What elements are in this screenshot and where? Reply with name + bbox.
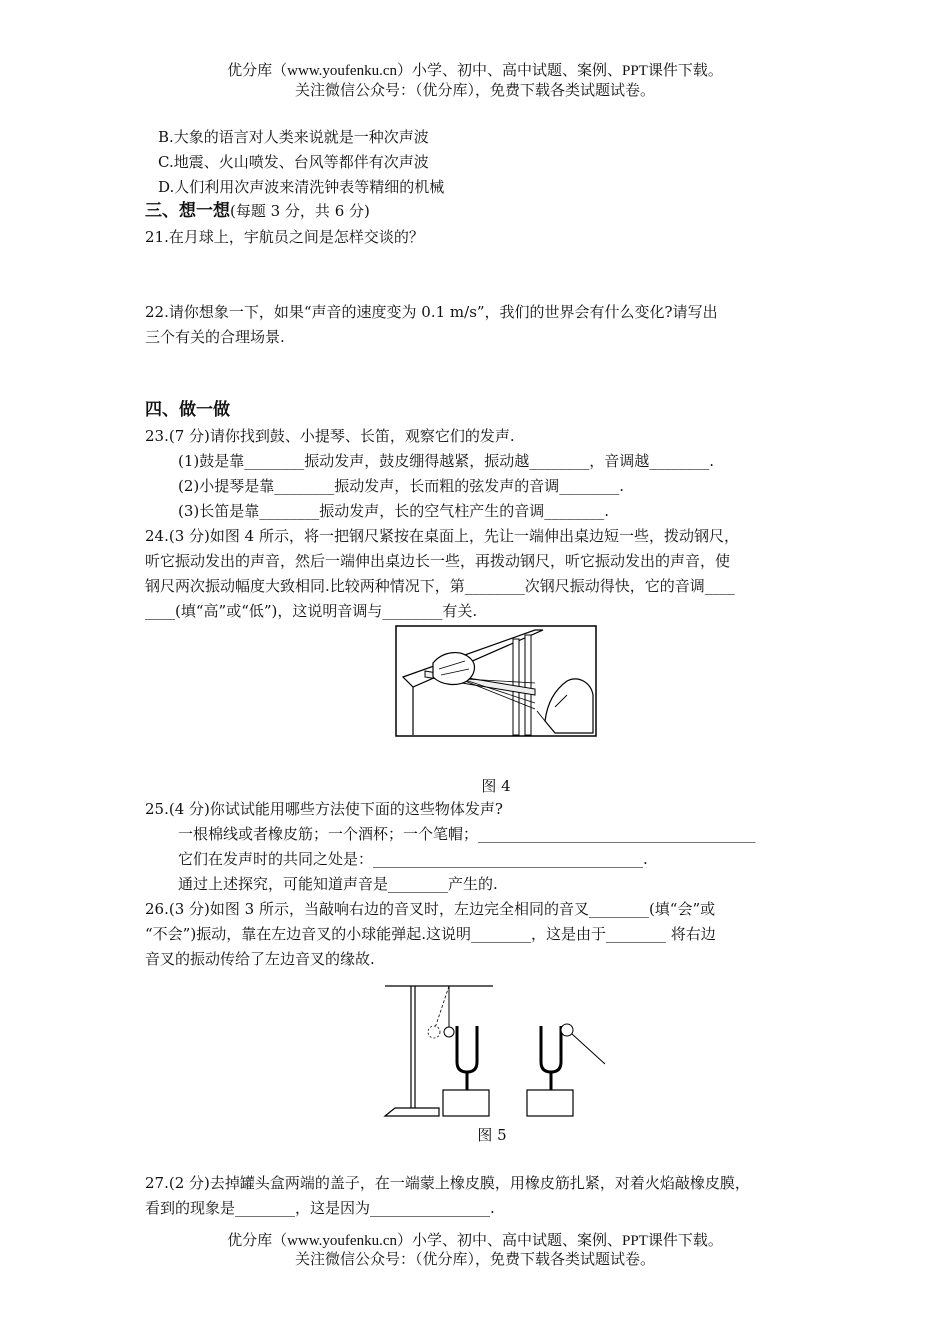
figure-4-caption: 图 4 bbox=[481, 777, 511, 795]
footer-line-1: 优分库（www.youfenku.cn）小学、初中、高中试题、案例、PPT课件下载。 bbox=[227, 1233, 723, 1249]
question-26-line-2: “不会”)振动，靠在左边音叉的小球能弹起.这说明________，这是由于________ 将右边 bbox=[145, 925, 716, 943]
question-22-line-1: 22.请你想象一下，如果“声音的速度变为 0.1 m/s”，我们的世界会有什么变化?请写出 bbox=[145, 303, 718, 321]
figure-5-caption: 图 5 bbox=[477, 1126, 507, 1144]
question-24-line-2: 听它振动发出的声音，然后一端伸出桌边长一些，再拨动钢尺，听它振动发出的声音，使 bbox=[145, 552, 731, 570]
question-23-part-3: (3)长笛是靠________振动发声，长的空气柱产生的音调________. bbox=[178, 502, 610, 520]
header-line-1: 优分库（www.youfenku.cn）小学、初中、高中试题、案例、PPT课件下载。 bbox=[227, 63, 723, 79]
figure-5-tuning-fork-illustration bbox=[383, 982, 613, 1118]
question-25-line-3: 通过上述探究，可能知道声音是________产生的. bbox=[178, 875, 498, 893]
question-24-line-3: 钢尺两次振动幅度大致相同.比较两种情况下，第________次钢尺振动得快，它的音调____ bbox=[145, 577, 735, 595]
section-3-title: 三、想一想 bbox=[145, 201, 230, 221]
question-25: 25.(4 分)你试试能用哪些方法使下面的这些物体发声? bbox=[145, 800, 503, 818]
question-23-part-2: (2)小提琴是靠________振动发声，长而粗的弦发声的音调________. bbox=[178, 477, 625, 495]
section-3-note: (每题 3 分，共 6 分) bbox=[230, 202, 370, 220]
footer-line-2: 关注微信公众号：（优分库），免费下载各类试题试卷。 bbox=[294, 1252, 655, 1268]
question-25-line-2: 它们在发声时的共同之处是：____________________________________. bbox=[178, 850, 648, 868]
question-21: 21.在月球上，宇航员之间是怎样交谈的？ bbox=[145, 228, 424, 246]
question-25-line-1: 一根棉线或者橡皮筋；一个酒杯；一个笔帽；_____________________________________ bbox=[178, 825, 756, 843]
question-26-line-3: 音叉的振动传给了左边音叉的缘故. bbox=[145, 950, 375, 968]
header-line-2: 关注微信公众号：（优分库），免费下载各类试题试卷。 bbox=[294, 83, 655, 99]
option-b: B.大象的语言对人类来说就是一种次声波 bbox=[158, 128, 429, 146]
section-3-heading bbox=[145, 201, 370, 221]
question-24-line-1: 24.(3 分)如图 4 所示，将一把钢尺紧按在桌面上，先让一端伸出桌边短一些，拨动钢尺， bbox=[145, 527, 739, 545]
question-23-part-1: (1)鼓是靠________振动发声，鼓皮绷得越紧，振动越________，音调越________. bbox=[178, 452, 715, 470]
option-c: C.地震、火山喷发、台风等都伴有次声波 bbox=[158, 153, 429, 171]
option-d: D.人们利用次声波来清洗钟表等精细的机械 bbox=[158, 178, 445, 196]
question-23: 23.(7 分)请你找到鼓、小提琴、长笛，观察它们的发声. bbox=[145, 427, 515, 445]
question-27-line-2: 看到的现象是________，这是因为________________. bbox=[145, 1199, 495, 1217]
question-27-line-1: 27.(2 分)去掉罐头盒两端的盖子，在一端蒙上橡皮膜，用橡皮筋扎紧，对着火焰敲橡皮膜， bbox=[145, 1174, 750, 1192]
question-26-line-1: 26.(3 分)如图 3 所示，当敲响右边的音叉时，左边完全相同的音叉________(填“会”或 bbox=[145, 900, 716, 918]
question-22-line-2: 三个有关的合理场景. bbox=[145, 328, 285, 346]
question-24-line-4: ____(填“高”或“低”)，这说明音调与________有关. bbox=[145, 602, 478, 620]
figure-4-ruler-illustration bbox=[395, 625, 597, 737]
section-4-title: 四、做一做 bbox=[145, 400, 230, 420]
